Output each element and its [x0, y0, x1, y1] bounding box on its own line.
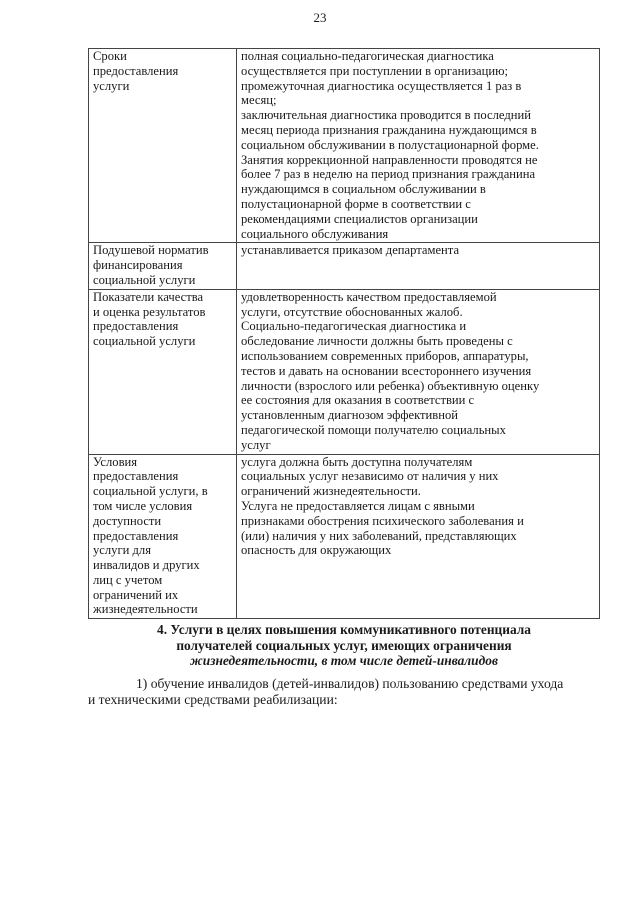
row-content-line: Социально-педагогическая диагностика и — [241, 319, 467, 334]
paragraph-line-2: и техническими средствами реабилизации: — [88, 692, 338, 707]
row-label-line: том числе условия — [93, 498, 193, 513]
section-heading-line-2: получателей социальных услуг, имеющих ограничения — [176, 637, 512, 653]
table-row — [89, 289, 600, 454]
row-label-line: жизнедеятельности — [93, 602, 198, 617]
row-content-line: Занятия коррекционной направленности проводятся не — [241, 152, 538, 167]
section-heading-line-1: 4. Услуги в целях повышения коммуникативного потенциала — [157, 622, 531, 637]
row-content-line: личности (взрослого или ребенка) объективную оценку — [241, 378, 540, 393]
row-content-line: (или) наличия у них заболеваний, представляющих — [241, 528, 517, 543]
row-content-line: удовлетворенность качеством предоставляемой — [241, 289, 497, 304]
row-content-line: более 7 раз в неделю на период признания гражданина — [241, 167, 536, 182]
row-content-line: Услуга не предоставляется лицам с явными — [241, 498, 475, 513]
row-content-line: нуждающимся в социальном обслуживании в — [241, 182, 486, 197]
row-label-line: Сроки — [93, 49, 127, 63]
row-label-line: предоставления — [93, 528, 179, 543]
row-label-line: предоставления — [93, 319, 179, 334]
row-label-cell — [89, 243, 237, 289]
row-label-line: Подушевой норматив — [93, 243, 209, 258]
row-label-line: ограничений их — [93, 587, 179, 602]
page-number: 23 — [313, 10, 327, 25]
row-content-line: использованием современных приборов, аппаратуры, — [241, 348, 529, 363]
row-content-line: устанавливается приказом департамента — [241, 243, 460, 258]
section-heading-line-3: жизнедеятельности, в том числе детей-инвалидов — [190, 653, 498, 669]
row-label-line: Показатели качества — [93, 289, 204, 304]
row-label-line: предоставления — [93, 63, 179, 78]
row-label-line: социальной услуги, в — [93, 484, 208, 499]
row-content-line: месяц; — [241, 93, 277, 108]
row-content-line: заключительная диагностика проводится в последний — [241, 108, 531, 123]
row-content-line: обследование личности должны быть проведены с — [241, 334, 513, 349]
table-row — [89, 454, 600, 619]
row-content-line: услуги, отсутствие обоснованных жалоб. — [241, 304, 463, 319]
row-content-line: полная социально-педагогическая диагностика — [241, 49, 494, 63]
row-content-line: услуг — [241, 437, 271, 452]
row-label-line: услуги — [93, 78, 130, 93]
section-heading — [88, 622, 600, 669]
row-label-line: лиц с учетом — [93, 572, 163, 587]
service-paragraph — [88, 676, 608, 708]
row-content-line: рекомендациями специалистов организации — [241, 211, 478, 226]
service-table — [88, 48, 600, 619]
row-label-line: инвалидов и других — [93, 558, 200, 573]
row-label-cell — [89, 289, 237, 454]
row-content-line: педагогической помощи получателю социальных — [241, 422, 506, 437]
row-content-line: социального обслуживания — [241, 226, 389, 241]
row-content-line: установленным диагнозом эффективной — [241, 408, 458, 423]
table-row — [89, 243, 600, 289]
row-content-line: тестов и давать на основании всестороннего изучения — [241, 363, 532, 378]
row-label-line: доступности — [93, 513, 162, 528]
row-label-line: социальной услуги — [93, 272, 196, 287]
row-label-line: социальной услуги — [93, 334, 196, 349]
row-label-cell — [89, 49, 237, 243]
row-content-line: опасность для окружающих — [241, 543, 392, 558]
row-label-line: и оценка результатов — [93, 304, 206, 319]
row-content-line: социальных услуг независимо от наличия у них — [241, 469, 499, 484]
row-content-line: признаками обострения психического заболевания и — [241, 513, 524, 528]
row-label-line: услуги для — [93, 543, 152, 558]
paragraph-line-1: 1) обучение инвалидов (детей-инвалидов) пользованию средствами ухода — [136, 676, 564, 691]
row-label-line: предоставления — [93, 469, 179, 484]
row-content-line: ограничений жизнедеятельности. — [241, 484, 421, 499]
row-content-cell — [237, 454, 600, 619]
row-content-cell — [237, 289, 600, 454]
row-label-line: Условия — [93, 454, 138, 469]
row-content-line: месяц периода признания гражданина нуждающимся в — [241, 122, 537, 137]
row-content-line: осуществляется при поступлении в организацию; — [241, 63, 509, 78]
row-content-line: полустационарной форме в соответствии с — [241, 196, 471, 211]
row-label-line: финансирования — [93, 258, 183, 273]
row-content-line: услуга должна быть доступна получателям — [241, 454, 473, 469]
row-content-cell — [237, 243, 600, 289]
row-content-line: ее состояния для оказания в соответствии с — [241, 393, 475, 408]
table-row — [89, 49, 600, 243]
row-content-line: социальном обслуживании в полустационарной форме. — [241, 137, 539, 152]
row-label-cell — [89, 454, 237, 619]
row-content-line: промежуточная диагностика осуществляется 1 раз в — [241, 78, 522, 93]
row-content-cell — [237, 49, 600, 243]
